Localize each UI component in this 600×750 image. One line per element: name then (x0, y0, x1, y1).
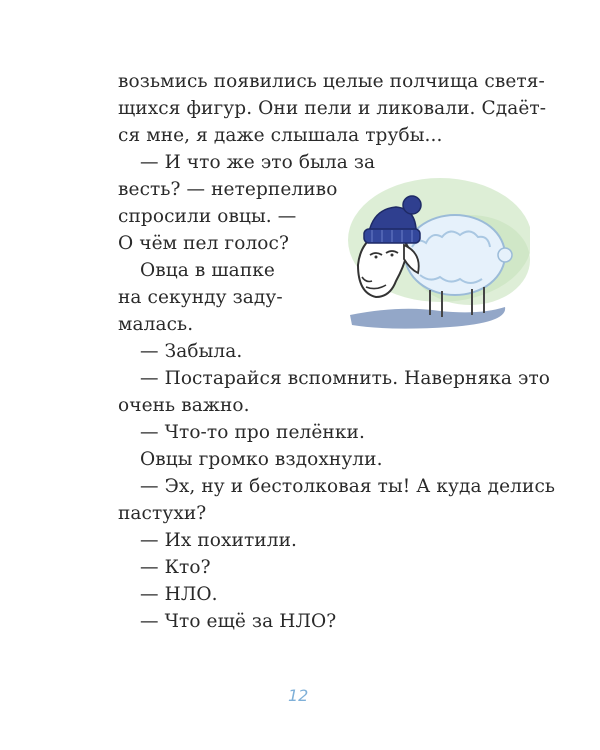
text-line: спросили овцы. — (118, 206, 297, 227)
sheep-in-hat-icon (330, 165, 530, 335)
text-line: щихся фигур. Они пели и ликовали. Сдаёт- (118, 98, 547, 119)
text-line: возьмись появились целые полчища светя- (118, 71, 545, 92)
text-line: ся мне, я даже слышала трубы... (118, 125, 443, 146)
text-line: весть? — нетерпеливо (118, 179, 338, 200)
text-line: — Кто? (140, 557, 211, 578)
text-line: — Эх, ну и бестолковая ты! А куда делись (140, 476, 556, 497)
text-line: — НЛО. (140, 584, 218, 605)
text-line: Овцы громко вздохнули. (140, 449, 383, 470)
text-line: — Что ещё за НЛО? (140, 611, 337, 632)
text-line: О чём пел голос? (118, 233, 290, 254)
text-line: малась. (118, 314, 194, 335)
text-line: — Что-то про пелёнки. (140, 422, 365, 443)
text-line: — Забыла. (140, 341, 243, 362)
text-line: пастухи? (118, 503, 207, 524)
text-line: на секунду заду- (118, 287, 283, 308)
text-line: Овца в шапке (140, 260, 275, 281)
text-line: — Их похитили. (140, 530, 297, 551)
text-line: — Постарайся вспомнить. Наверняка это (140, 368, 551, 389)
text-line: очень важно. (118, 395, 250, 416)
page-number: 12 (288, 686, 309, 705)
text-line: — И что же это была за (140, 152, 376, 173)
